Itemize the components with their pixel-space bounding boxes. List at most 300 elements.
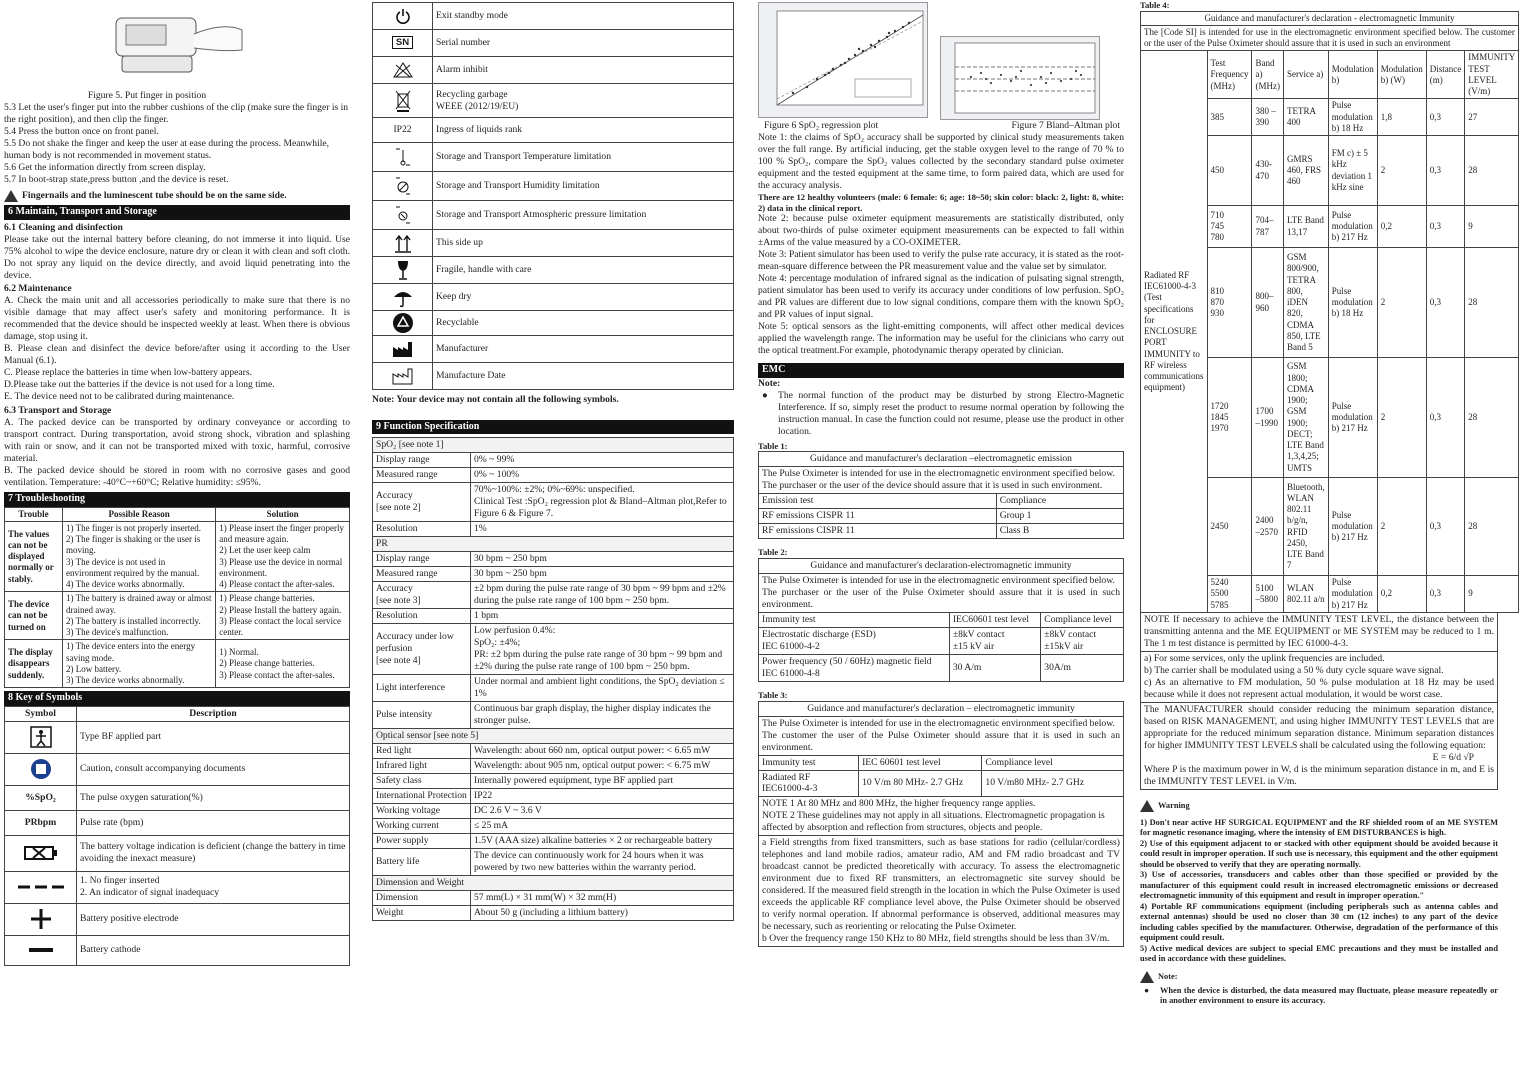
- transport-item: A. The packed device can be transported by ordinary conveyance or according to transport contract. During transportation, avoid strong shock, vibration and splashing with rain or snow, and it can not be transported mixed with toxic, harmful, corrosive material.: [4, 417, 350, 465]
- table-title: Guidance and manufacturer's declaration – electromagnetic immunity: [759, 701, 1124, 716]
- note-1: Note 1: the claims of SpO₂ accuracy shall be supported by clinical study measurements taken over the full range. By artificial inducing, get the stable oxygen level to the range of 70 % to 100 % SpO₂, compare the SpO₂ values collected by the secondary standard pulse oximeter equipment and the tested equipment at the same time, to form paired data, which are used for the accuracy analysis.: [758, 131, 1124, 191]
- spec-value: DC 2.6 V ~ 3.6 V: [471, 804, 734, 819]
- table-row: [373, 890, 734, 905]
- intro-line: The purchaser or the user of the device should assure that it is used in such environment.: [762, 480, 1103, 492]
- bullet-icon: ●: [762, 389, 768, 401]
- symbol-description: Pulse rate (bpm): [77, 810, 350, 835]
- maintenance-item: B. Please clean and disinfect the device before/after using it according to the User Manual (6.1).: [4, 343, 350, 367]
- table-row: [5, 903, 350, 935]
- final-note-text: When the device is disturbed, the data measured may fluctuate, please measure repeatedly or in another environment to ensure its accuracy.: [1160, 985, 1498, 1006]
- spec-key: Red light: [373, 744, 471, 759]
- section-6-1-text: Please take out the internal battery before cleaning, do not immerse it into liquid. Use 75% alcohol to wipe the device enclosure, nature dry or clean it with clean and soft cloth. Do not spray any liquid on the device directly, and avoid liquid penetrating into the device.: [4, 233, 350, 281]
- solution-item: 1) Please insert the finger properly and measure again.: [219, 522, 345, 545]
- step-item: 5.7 In boot-strap state,press button ,and the device is reset.: [4, 173, 229, 185]
- note-line: NOTE 1 At 80 MHz and 800 MHz, the higher frequency range applies.: [762, 798, 1036, 810]
- intro-line: The purchaser or the user of the Pulse Oximeter should assure that it is used in such environment.: [762, 586, 1120, 610]
- spec-key: Accuracy under low perfusion [see note 4]: [373, 624, 471, 675]
- spec-value: ±2 bpm during the pulse rate range of 30 bpm ~ 99 bpm and ±2% during the pulse rate range of 100 bpm ~ 250 bpm.: [471, 582, 734, 609]
- spec-key: Dimension: [373, 890, 471, 905]
- table-cell: Compliance: [996, 494, 1123, 509]
- table-row: [373, 609, 734, 624]
- battery-desc: The battery voltage indication is deficient (change the battery in time avoiding the inexact measure): [80, 841, 346, 865]
- table-2-label: Table 2:: [758, 547, 788, 558]
- table-row: [373, 522, 734, 537]
- recyclable-icon: [373, 311, 433, 336]
- warning-icon: [1140, 800, 1154, 812]
- table-cell: 2: [1377, 248, 1426, 358]
- table-header: Distance (m): [1426, 51, 1465, 99]
- table-row: [373, 230, 734, 257]
- spec-group-label: Optical sensor [see note 5]: [373, 729, 734, 744]
- note-line: NOTE 2 These guidelines may not apply in all situations. Electromagnetic propagation is affected by absorption and reflection from structures, objects and people.: [762, 810, 1105, 834]
- table-row: [5, 810, 350, 835]
- table-intro: [759, 716, 1124, 755]
- table-cell: 28: [1465, 248, 1519, 358]
- table-cell: 0,2: [1377, 576, 1426, 613]
- table-cell: GSM 1800; CDMA 1900; GSM 1900; DECT; LTE Band 1,3,4,25; UMTS: [1283, 358, 1328, 478]
- table-row: [373, 849, 734, 876]
- solution-item: 1) Normal.: [219, 647, 259, 658]
- table-4-label: Table 4:: [1140, 0, 1170, 10]
- table-row: [373, 172, 734, 201]
- table-cell: Bluetooth, WLAN 802.11 b/g/n, RFID 2450, LTE Band 7: [1283, 478, 1328, 576]
- spec-value: ≤ 25 mA: [471, 819, 734, 834]
- table-notes: [759, 797, 1124, 836]
- temperature-limit-icon: [373, 143, 433, 172]
- spec-key: Display range: [373, 453, 471, 468]
- table-row: [373, 468, 734, 483]
- table-row: [373, 759, 734, 774]
- solution-item: 4) Please contact the after-sales.: [219, 579, 335, 590]
- table-cell: FM c) ± 5 kHz deviation 1 kHz sine: [1328, 136, 1377, 206]
- table-cell: 28: [1465, 478, 1519, 576]
- table-4-footnotes: [1140, 652, 1498, 703]
- spec-value: Wavelength: about 660 nm, optical output power: < 6.65 mW: [471, 744, 734, 759]
- spec-key: Power supply: [373, 834, 471, 849]
- symbol-description: The pulse oxygen saturation(%): [77, 785, 350, 810]
- table-row: [373, 675, 734, 702]
- symbol-description: Caution, consult accompanying documents: [77, 753, 350, 785]
- regression-plot-graphic: [759, 3, 929, 119]
- spec-group-row: [373, 537, 734, 552]
- symbol-description: Storage and Transport Atmospheric pressure limitation: [433, 201, 734, 230]
- warning-item: 3) Use of accessories, transducers and cables other than those specified or provided by the manufacturer of this equipment could result in increased electromagnetic emissions or decreased electromagnetic immunity of this equipment and result in improper operation.": [1140, 870, 1498, 901]
- table-cell: ±8kV contact ±15 kV air: [949, 627, 1040, 654]
- table-row: [373, 201, 734, 230]
- footnote: c) As an alternative to FM modulation, 50 % pulse modulation at 18 Hz may be used because while it does not represent actual modulation, it would be worst case.: [1144, 676, 1494, 700]
- table-row: [1141, 51, 1519, 99]
- spec-value: Internally powered equipment, type BF applied part: [471, 774, 734, 789]
- table-row: [5, 835, 350, 871]
- note-3: Note 3: Patient simulator has been used to verify the pulse rate accuracy, it is stated as the root-mean-square difference between the PR measurement value and the value set by simulator.: [758, 249, 1124, 273]
- table-cell: 28: [1465, 358, 1519, 478]
- symbol-description: Battery positive electrode: [77, 903, 350, 935]
- type-bf-icon: [5, 721, 77, 753]
- table-cell: Group 1: [996, 509, 1123, 524]
- emc-note-label: Note:: [758, 377, 781, 389]
- spec-key: Weight: [373, 905, 471, 920]
- ip22-symbol: IP22: [373, 118, 433, 143]
- footnote-b: b Over the frequency range 150 KHz to 80 MHz, field strengths should be less than 3V/m.: [762, 933, 1110, 945]
- bland-altman-plot: [940, 36, 1100, 120]
- figures-row: [758, 2, 1124, 120]
- table-cell: 1,8: [1377, 99, 1426, 136]
- table-cell: Pulse modulation b) 18 Hz: [1328, 99, 1377, 136]
- table-row: [373, 3, 734, 30]
- section-9-heading: 9 Function Specification: [372, 420, 734, 435]
- spec-value: 0% ~ 99%: [471, 453, 734, 468]
- column-4: [1140, 0, 1516, 1068]
- table-header: Modulation b) (W): [1377, 51, 1426, 99]
- table-cell: RF emissions CISPR 11: [759, 509, 997, 524]
- spec-key: Resolution: [373, 522, 471, 537]
- table-row: [5, 592, 350, 640]
- solution-item: 2) Please Install the battery again.: [219, 604, 342, 615]
- intro-line: The Pulse Oximeter is intended for use in the electromagnetic environment specified below.: [762, 468, 1115, 480]
- maintenance-item: C. Please replace the batteries in time when low-battery appears.: [4, 367, 253, 379]
- table-4-manufacturer-note: [1140, 703, 1498, 790]
- table-cell: 710 745 780: [1207, 206, 1252, 248]
- table-row: [373, 702, 734, 729]
- symbol-description: Fragile, handle with care: [433, 257, 734, 284]
- symbol-description: Serial number: [433, 30, 734, 57]
- emission-table: [758, 451, 1124, 539]
- spec-notes: [758, 132, 1124, 357]
- table-cell: 10 V/m 80 MHz- 2.7 GHz: [859, 770, 982, 797]
- table-row: [373, 774, 734, 789]
- table-cell: 385: [1207, 99, 1252, 136]
- spec-key: Working current: [373, 819, 471, 834]
- figure-5-caption: Figure 5. Put finger in position: [87, 90, 207, 101]
- intro-line: The Pulse Oximeter is intended for use in the electromagnetic environment specified below.: [762, 574, 1115, 586]
- symbol-description: Storage and Transport Temperature limitation: [433, 143, 734, 172]
- spec-value: IP22: [471, 789, 734, 804]
- spec-group-label: PR: [373, 537, 734, 552]
- maintenance-item: E. The device need not to be calibrated during maintenance.: [4, 391, 235, 403]
- function-spec-table: [372, 437, 734, 920]
- section-7-heading: 7 Troubleshooting: [4, 492, 350, 507]
- warning-text: Fingernails and the luminescent tube should be on the same side.: [22, 190, 287, 202]
- maintenance-item: A. Check the main unit and all accessories periodically to make sure that there is no visible damage that may affect user's safety and monitoring performance. It is recommended that the device should be inspected weekly at least. When there is obvious damage, stop using it.: [4, 295, 350, 343]
- table-row: [373, 552, 734, 567]
- spec-value: The device can continuously work for 24 hours when it was powered by two new batteries within the warranty period.: [471, 849, 734, 876]
- table-row: [759, 654, 1124, 681]
- symbol-description: 1. No finger inserted 2. An indicator of signal inadequacy: [77, 871, 350, 903]
- reason-item: 3) The device works abnormally.: [66, 675, 185, 686]
- table-cell: LTE Band 13,17: [1283, 206, 1328, 248]
- weee-icon: [373, 84, 433, 118]
- table-row: [5, 753, 350, 785]
- spec-key: Battery life: [373, 849, 471, 876]
- spec-value: Wavelength: about 905 nm, optical output power: < 6.75 mW: [471, 759, 734, 774]
- section-8-heading: 8 Key of Symbols: [4, 691, 350, 706]
- table-header: Immunity test: [759, 612, 950, 627]
- maintenance-item: D.Please take out the batteries if the device is not used for a long time.: [4, 379, 275, 391]
- sn-label: SN: [392, 36, 413, 49]
- table-cell: Pulse modulation b) 217 Hz: [1328, 576, 1377, 613]
- table-1-label: Table 1:: [758, 440, 788, 451]
- note-label: Note:: [1158, 971, 1178, 981]
- reason-item: 4) The device works abnormally.: [66, 579, 185, 590]
- keep-dry-icon: [373, 284, 433, 311]
- table-header: Service a): [1283, 51, 1328, 99]
- table-row: [373, 453, 734, 468]
- reason-item: 3) The device's malfunction.: [66, 627, 169, 638]
- warning-item: 1) Don't near active HF SURGICAL EQUIPMENT and the RF shielded room of an ME SYSTEM for magnetic resonance imaging, where the intensity of EM DISTURBANCES is high.: [1140, 817, 1498, 838]
- table-cell: Pulse modulation b) 217 Hz: [1328, 358, 1377, 478]
- table-row: [759, 494, 1124, 509]
- table-4-notes: [1140, 613, 1498, 652]
- column-2: [372, 0, 734, 1068]
- table-cell: 1720 1845 1970: [1207, 358, 1252, 478]
- note-4: Note 4: percentage modulation of infrared signal as the indication of pulsating signal strength, patient simulator has been used to verify its accuracy under conditions of low perfusion. SpO₂ and PR values are different due to low signal conditions, compare them with the known SpO₂ and PR values of input signal.: [758, 273, 1124, 321]
- table-cell: 9: [1465, 206, 1519, 248]
- symbol-description: Manufacture Date: [433, 363, 734, 390]
- spec-key: Accuracy [see note 2]: [373, 483, 471, 522]
- troubleshooting-table: [4, 507, 350, 689]
- table-header: Compliance level: [1041, 612, 1124, 627]
- table-cell: 2: [1377, 136, 1426, 206]
- spec-key: International Protection: [373, 789, 471, 804]
- table-cell: 0,3: [1426, 99, 1465, 136]
- symbol-description: [77, 835, 350, 871]
- spec-value: 1.5V (AAA size) alkaline batteries × 2 or rechargeable battery: [471, 834, 734, 849]
- minus-icon: [5, 935, 77, 965]
- note-icon: [1140, 971, 1154, 983]
- table-cell: 30A/m: [1041, 654, 1124, 681]
- symbol-description: Recycling garbage WEEE (2012/19/EU): [433, 84, 734, 118]
- section-6-1-heading: 6.1 Cleaning and disinfection: [4, 221, 123, 233]
- table-title: Guidance and manufacturer's declaration-electromagnetic immunity: [759, 558, 1124, 573]
- step-item: 5.4 Press the button once on front panel.: [4, 125, 159, 137]
- table-cell: 0,3: [1426, 478, 1465, 576]
- reason-item: 2) The battery is installed incorrectly.: [66, 615, 201, 626]
- spec-group-row: [373, 438, 734, 453]
- table-row: [373, 819, 734, 834]
- spec-value: Low perfusion 0.4%: SpO₂: ±4%; PR: ±2 bpm during the pulse rate range of 30 bpm ~ 99 bpm and ±2% during the pulse rate range of 100 bpm ~ 250 bpm.: [471, 624, 734, 675]
- symbol-description: This side up: [433, 230, 734, 257]
- serial-number-symbol: [373, 30, 433, 57]
- symbols-table-continued: [372, 2, 734, 390]
- table-row: [373, 84, 734, 118]
- footnote-a: a Field strengths from fixed transmitters, such as base stations for radio (cellular/cordless) telephones and land mobile radios, amateur radio, AM and FM radio broadcast and TV broadcast cannot be predicted theoretically with accuracy. To assess the electromagnetic environment due to fixed RF transmitters, an electromagnetic site survey should be considered. If the measured field strength in the location in which the Pulse Oximeter is used exceeds the applicable RF compliance level above, the Pulse Oximeter should be observed to verify normal operation. If abnormal performance is observed, additional measures may be necessary, such as reorienting or relocating the Pulse Oximeter.: [762, 837, 1120, 933]
- immunity-table-3: [758, 701, 1124, 948]
- reason-item: 1) The device enters into the energy saving mode.: [66, 641, 196, 663]
- immunity-table-4: [1140, 11, 1519, 613]
- table-cell: ±8kV contact ±15kV air: [1041, 627, 1124, 654]
- table-cell: Pulse modulation b) 217 Hz: [1328, 206, 1377, 248]
- solution-item: 3) Please use the device in normal environment.: [219, 556, 343, 578]
- trouble-cell: The values can not be displayed normally or stably.: [5, 521, 63, 592]
- table-header: Immunity test: [759, 755, 859, 770]
- table-row: [373, 284, 734, 311]
- solution-cell: [216, 592, 350, 640]
- trouble-cell: The display disappears suddenly.: [5, 640, 63, 688]
- table-cell: RF emissions CISPR 11: [759, 524, 997, 539]
- reason-item: 1) The battery is drained away or almost drained away.: [66, 593, 212, 615]
- table-intro: [759, 467, 1124, 494]
- spec-group-row: [373, 729, 734, 744]
- this-side-up-icon: [373, 230, 433, 257]
- symbol-description: Recyclable: [433, 311, 734, 336]
- table-row: [373, 30, 734, 57]
- table-cell: 5100 –5800: [1252, 576, 1283, 613]
- table-cell: 2400 –2570: [1252, 478, 1283, 576]
- symbols-table: [4, 706, 350, 966]
- table-cell: 0,3: [1426, 248, 1465, 358]
- table-cell: 1700 –1990: [1252, 358, 1283, 478]
- spec-key: Light interference: [373, 675, 471, 702]
- spo2-regression-plot: [758, 2, 928, 118]
- table-row: [759, 524, 1124, 539]
- table-cell: 2: [1377, 358, 1426, 478]
- spec-key: Display range: [373, 552, 471, 567]
- table-row: [759, 509, 1124, 524]
- table-cell: 27: [1465, 99, 1519, 136]
- table-cell: 800–960: [1252, 248, 1283, 358]
- table-cell: 430-470: [1252, 136, 1283, 206]
- table-row: [373, 311, 734, 336]
- section-6-3-heading: 6.3 Transport and Storage: [4, 405, 112, 417]
- solution-cell: [216, 640, 350, 688]
- table-header: Description: [77, 706, 350, 721]
- spec-value: 1%: [471, 522, 734, 537]
- warnings-block: [1140, 800, 1498, 1007]
- t4-note: NOTE If necessary to achieve the IMMUNITY TEST LEVEL, the distance between the transmitting antenna and the ME EQUIPMENT or ME SYSTEM may be reduced to 1 m. The 1 m test distance is permitted by IEC 61000-4-3.: [1144, 613, 1494, 649]
- warning-icon: [4, 190, 18, 202]
- table-cell: 0,2: [1377, 206, 1426, 248]
- table-row: [5, 721, 350, 753]
- table-cell: 0,3: [1426, 358, 1465, 478]
- table-cell: Emission test: [759, 494, 997, 509]
- table-row: [759, 755, 1124, 770]
- table-cell: 704–787: [1252, 206, 1283, 248]
- emc-note: [758, 390, 1124, 438]
- table-cell: Pulse modulation b) 217 Hz: [1328, 478, 1377, 576]
- spec-value: 30 bpm ~ 250 bpm: [471, 552, 734, 567]
- table-cell: Power frequency (50 / 60Hz) magnetic field IEC 61000-4-8: [759, 654, 950, 681]
- table-cell: Electrostatic discharge (ESD) IEC 61000-4-2: [759, 627, 950, 654]
- table-row: [373, 905, 734, 920]
- spec-group-row: [373, 876, 734, 891]
- table-row: [5, 935, 350, 965]
- table-cell: 5240 5500 5785: [1207, 576, 1252, 613]
- table-row: [373, 118, 734, 143]
- solution-item: 2) Please change batteries.: [219, 658, 315, 669]
- warning-label: Warning: [1158, 800, 1190, 810]
- symbol-description: Exit standby mode: [433, 3, 734, 30]
- transport-item: B. The packed device should be stored in room with no corrosive gases and good ventilation. Temperature: -40°C~+60°C; Relative humidity: ≤95%.: [4, 465, 350, 489]
- note-2: Note 2: because pulse oximeter equipment measurements are statistically distributed, only about two-thirds of pulse oximeter equipment measurements can be expected to fall within ±Arms of the value measured by a CO-OXIMETER.: [758, 213, 1124, 249]
- pulse-oximeter-finger-image: [4, 0, 350, 90]
- table-row: [5, 785, 350, 810]
- table-row: [5, 521, 350, 592]
- step-item: 5.5 Do not shake the finger and keep the user at ease during the process. Meanwhile, human body is not recommended in movement status.: [4, 137, 330, 161]
- emc-note-text: The normal function of the product may be disturbed by strong Electro-Magnetic Interference. If so, simply reset the product to resume normal operation by following the instruction manual. In case the function could not resume, please use the product in other location.: [778, 389, 1124, 437]
- figure-6-caption: Figure 6 SpO₂ regression plot: [764, 120, 879, 131]
- fingernail-warning: [4, 190, 350, 202]
- spec-value: 70%~100%: ±2%; 0%~69%: unspecified. Clinical Test :SpO₂ regression plot & Bland–Altman plot,Refer to Figure 6 & Figure 7.: [471, 483, 734, 522]
- table-row: [759, 627, 1124, 654]
- table-cell: 9: [1465, 576, 1519, 613]
- symbol-description: Alarm inhibit: [433, 57, 734, 84]
- spec-value: Continuous bar graph display, the higher display indicates the stronger pulse.: [471, 702, 734, 729]
- spec-value: 0% ~ 100%: [471, 468, 734, 483]
- symbol-description: Ingress of liquids rank: [433, 118, 734, 143]
- bland-altman-graphic: [941, 37, 1101, 121]
- section-6-heading: 6 Maintain, Transport and Storage: [4, 205, 350, 220]
- solution-item: 3) Please contact the local service center.: [219, 615, 341, 638]
- figure-captions: [758, 120, 1124, 132]
- table-intro: The [Code SI] is intended for use in the electromagnetic environment specified below. The customer or the user of the Pulse Oximeter should assure that it is used in such an environment: [1141, 25, 1519, 51]
- step-item: 5.3 Let the user's finger put into the rubber cushions of the clip (make sure the finger is in the right position), and then clip the finger.: [4, 101, 349, 125]
- table-cell: 30 A/m: [949, 654, 1040, 681]
- prbpm-symbol: PRbpm: [5, 810, 77, 835]
- consult-docs-icon: [5, 753, 77, 785]
- trouble-cell: The device can not be turned on: [5, 592, 63, 640]
- table-row: [759, 770, 1124, 797]
- standby-icon: [373, 3, 433, 30]
- table-cell: 2: [1377, 478, 1426, 576]
- spec-key: Pulse intensity: [373, 702, 471, 729]
- table-header: IMMUNITY TEST LEVEL (V/m): [1465, 51, 1519, 99]
- solution-item: 2) Let the user keep calm: [219, 545, 311, 556]
- table-cell: 2450: [1207, 478, 1252, 576]
- emc-heading: EMC: [758, 363, 1124, 378]
- spec-key: Working voltage: [373, 804, 471, 819]
- note-header: [1140, 971, 1498, 983]
- spec-key: Safety class: [373, 774, 471, 789]
- note-5: Note 5: optical sensors as the light-emitting components, will affect other medical devices applied the wavelength range. The information may be useful for the clinicians who carry out the optical treatment.For example, photodynamic therapy operated by clinician.: [758, 321, 1124, 357]
- spec-value: 30 bpm ~ 250 bpm: [471, 567, 734, 582]
- spec-value: 1 bpm: [471, 609, 734, 624]
- table-title: Guidance and manufacturer's declaration –electromagnetic emission: [759, 452, 1124, 467]
- table-header: Compliance level: [982, 755, 1124, 770]
- fragile-icon: [373, 257, 433, 284]
- table-cell: WLAN 802.11 a/n: [1283, 576, 1328, 613]
- radiated-rf-cell: Radiated RF IEC61000-4-3 (Test specifications for ENCLOSURE PORT IMMUNITY to RF wireless communications equipment): [1141, 51, 1208, 613]
- symbol-description: Keep dry: [433, 284, 734, 311]
- spec-value: 57 mm(L) × 31 mm(W) × 32 mm(H): [471, 890, 734, 905]
- reason-item: 2) The finger is shaking or the user is moving.: [66, 534, 201, 556]
- alarm-inhibit-icon: [373, 57, 433, 84]
- finger-clip-illustration: [4, 0, 350, 90]
- section-6-2-heading: 6.2 Maintenance: [4, 283, 72, 295]
- symbol-description: Manufacturer: [433, 336, 734, 363]
- spec-key: Accuracy [see note 3]: [373, 582, 471, 609]
- spec-group-label: SpO₂ [see note 1]: [373, 438, 734, 453]
- solution-cell: [216, 521, 350, 592]
- symbol-description: Storage and Transport Humidity limitation: [433, 172, 734, 201]
- reason-cell: [63, 592, 216, 640]
- table-header: IEC60601 test level: [949, 612, 1040, 627]
- column-1: [4, 0, 350, 1068]
- manufacturer-icon: [373, 336, 433, 363]
- table-row: [373, 57, 734, 84]
- table-row: [373, 257, 734, 284]
- table-intro: [759, 573, 1124, 612]
- reason-item: 1) The finger is not properly inserted.: [66, 522, 202, 533]
- step-item: 5.6 Get the information directly from screen display.: [4, 161, 206, 173]
- reason-cell: [63, 521, 216, 592]
- bullet-icon: ●: [1144, 985, 1150, 995]
- warning-item: 4) Portable RF communications equipment (including peripherals such as antenna cables and external antennas) should be used no closer than 30 cm (12 inches) to any part of the device including cables specified by the manufacturer. Otherwise, degradation of the performance of this equipment could result.: [1140, 901, 1498, 943]
- spec-key: Resolution: [373, 609, 471, 624]
- table-cell: 450: [1207, 136, 1252, 206]
- table-row: [373, 789, 734, 804]
- pressure-limit-icon: [373, 201, 433, 230]
- steps-list: [4, 102, 350, 186]
